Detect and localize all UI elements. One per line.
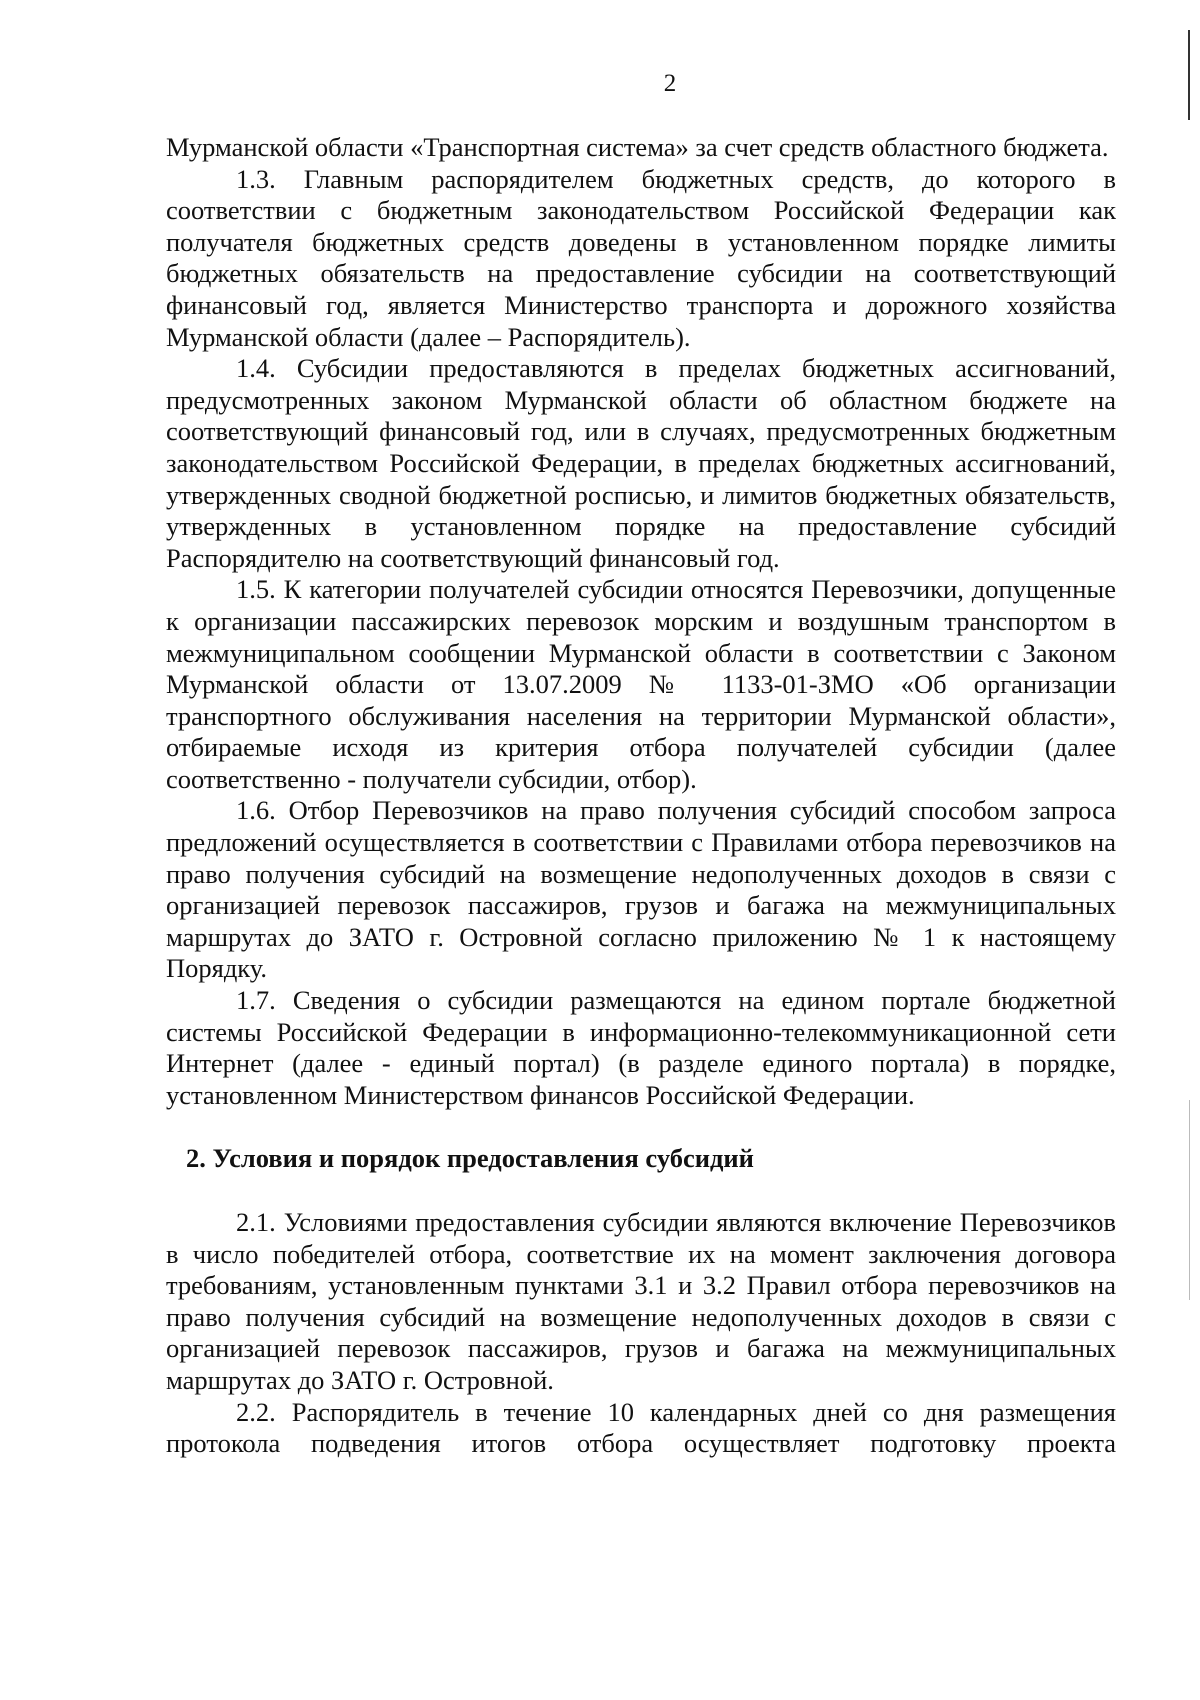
scan-edge-mark xyxy=(1189,1100,1190,1300)
paragraph-1-3: 1.3. Главным распорядителем бюджетных средств, до которого в соответствии с бюджетным законодательством Российской Федерации как получателя бюджетных средств доведены в установленном порядке лимиты бюджетных обязательств на предоставление субсидии на соответствующий финансовый год, является Министерство транспорта и дорожного хозяйства Мурманской области (далее – Распорядитель). xyxy=(166,163,1116,352)
paragraph-1-5: 1.5. К категории получателей субсидии относятся Перевозчики, допущенные к организации пассажирских перевозок морским и воздушным транспортом в межмуниципальном сообщении Мурманской области в соответствии с Законом Мурманской области от 13.07.2009 № 1133-01-ЗМО «Об организации транспортного обслуживания населения на территории Мурманской области», отбираемые исходя из критерия отбора получателей субсидии (далее соответственно - получатели субсидии, отбор). xyxy=(166,574,1116,794)
paragraph-2-2: 2.2. Распорядитель в течение 10 календарных дней со дня размещения протокола подведения итогов отбора осуществляет подготовку проекта xyxy=(166,1396,1116,1459)
paragraph-1-4: 1.4. Субсидии предоставляются в пределах бюджетных ассигнований, предусмотренных законом Мурманской области об областном бюджете на соответствующий финансовый год, или в случаях, предусмотренных бюджетным законодательством Российской Федерации, в пределах бюджетных ассигнований, утвержденных сводной бюджетной росписью, и лимитов бюджетных обязательств, утвержденных в установленном порядке на предоставление субсидий Распорядителю на соответствующий финансовый год. xyxy=(166,353,1116,573)
paragraph-1-7: 1.7. Сведения о субсидии размещаются на едином портале бюджетной системы Российской Федерации в информационно-телекоммуникационной сети Интернет (далее - единый портал) (в разделе единого портала) в порядке, установленном Министерством финансов Российской Федерации. xyxy=(166,985,1116,1110)
paragraph-1-6: 1.6. Отбор Перевозчиков на право получения субсидий способом запроса предложений осуществляется в соответствии с Правилами отбора перевозчиков на право получения субсидий на возмещение недополученных доходов в связи с организацией перевозок пассажиров, грузов и багажа на межмуниципальных маршрутах до ЗАТО г. Островной согласно приложению № 1 к настоящему Порядку. xyxy=(166,795,1116,984)
section-heading: 2. Условия и порядок предоставления субсидий xyxy=(186,1143,754,1174)
document-body xyxy=(166,132,1116,1460)
paragraph-continuation: Мурманской области «Транспортная система» за счет средств областного бюджета. xyxy=(166,132,1109,162)
page-number: 2 xyxy=(663,70,677,97)
paragraph-2-1: 2.1. Условиями предоставления субсидии являются включение Перевозчиков в число победителей отбора, соответствие их на момент заключения договора требованиям, установленным пунктами 3.1 и 3.2 Правил отбора перевозчиков на право получения субсидий на возмещение недополученных доходов в связи с организацией перевозок пассажиров, грузов и багажа на межмуниципальных маршрутах до ЗАТО г. Островной. xyxy=(166,1207,1116,1395)
